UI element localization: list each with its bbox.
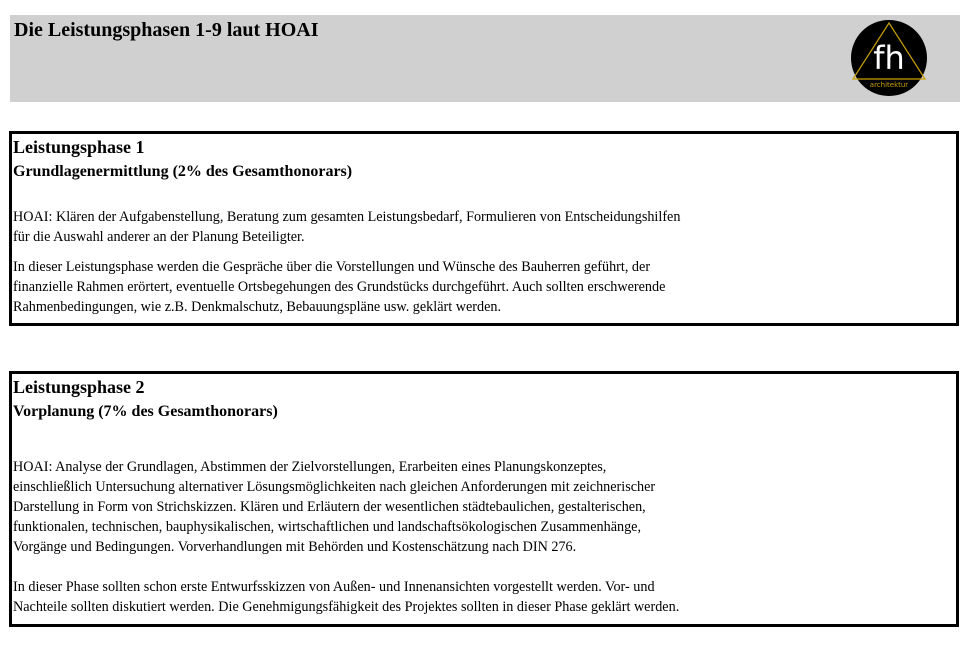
logo-caption: architektur: [869, 81, 909, 89]
page-header: [10, 15, 960, 102]
phase-box-1: [9, 131, 959, 326]
phase-subtitle: Vorplanung (7% des Gesamthonorars): [13, 403, 278, 420]
phase-title: Leistungsphase 1: [13, 137, 145, 157]
phase-box-2: [9, 371, 959, 627]
phase-paragraph: In dieser Leistungsphase werden die Gespräche über die Vorstellungen und Wünsche des Bauherren geführt, der finanzielle Rahmen erörtert, eventuelle Ortsbegehungen des Grundstücks durchgeführt. Auch sollten erschwerende Rahmenbedingungen, wie z.B. Denkmalschutz, Bebauungspläne usw. geklärt werden.: [13, 259, 666, 315]
phase-paragraph: HOAI: Analyse der Grundlagen, Abstimmen der Zielvorstellungen, Erarbeiten eines Planungskonzeptes, einschließlich Untersuchung alternativer Lösungsmöglichkeiten nach gleichen Anforderungen mit zeichnerischer Darstellung in Form von Strichskizzen. Klären und Erläutern der wesentlichen städtebaulichen, gestalterischen, funktionalen, technischen, bauphysikalischen, wirtschaftlichen und landschaftsökologischen Zusammenhänge, Vorgänge und Bedingungen. Vorverhandlungen mit Behörden und Kostenschätzung nach DIN 276.: [13, 459, 656, 555]
phase-title: Leistungsphase 2: [13, 377, 145, 397]
fh-architektur-logo: [847, 19, 932, 97]
phase-paragraph: HOAI: Klären der Aufgabenstellung, Beratung zum gesamten Leistungsbedarf, Formulieren von Entscheidungshilfen für die Auswahl anderer an der Planung Beteiligter.: [13, 209, 681, 245]
page-title: Die Leistungsphasen 1-9 laut HOAI: [14, 19, 319, 41]
phase-paragraph: In dieser Phase sollten schon erste Entwurfsskizzen von Außen- und Innenansichten vorgestellt werden. Vor- und Nachteile sollten diskutiert werden. Die Genehmigungsfähigkeit des Projektes sollten in dieser Phase geklärt werden.: [13, 579, 680, 615]
logo-text: fh: [873, 39, 905, 77]
phase-subtitle: Grundlagenermittlung (2% des Gesamthonorars): [13, 163, 353, 180]
